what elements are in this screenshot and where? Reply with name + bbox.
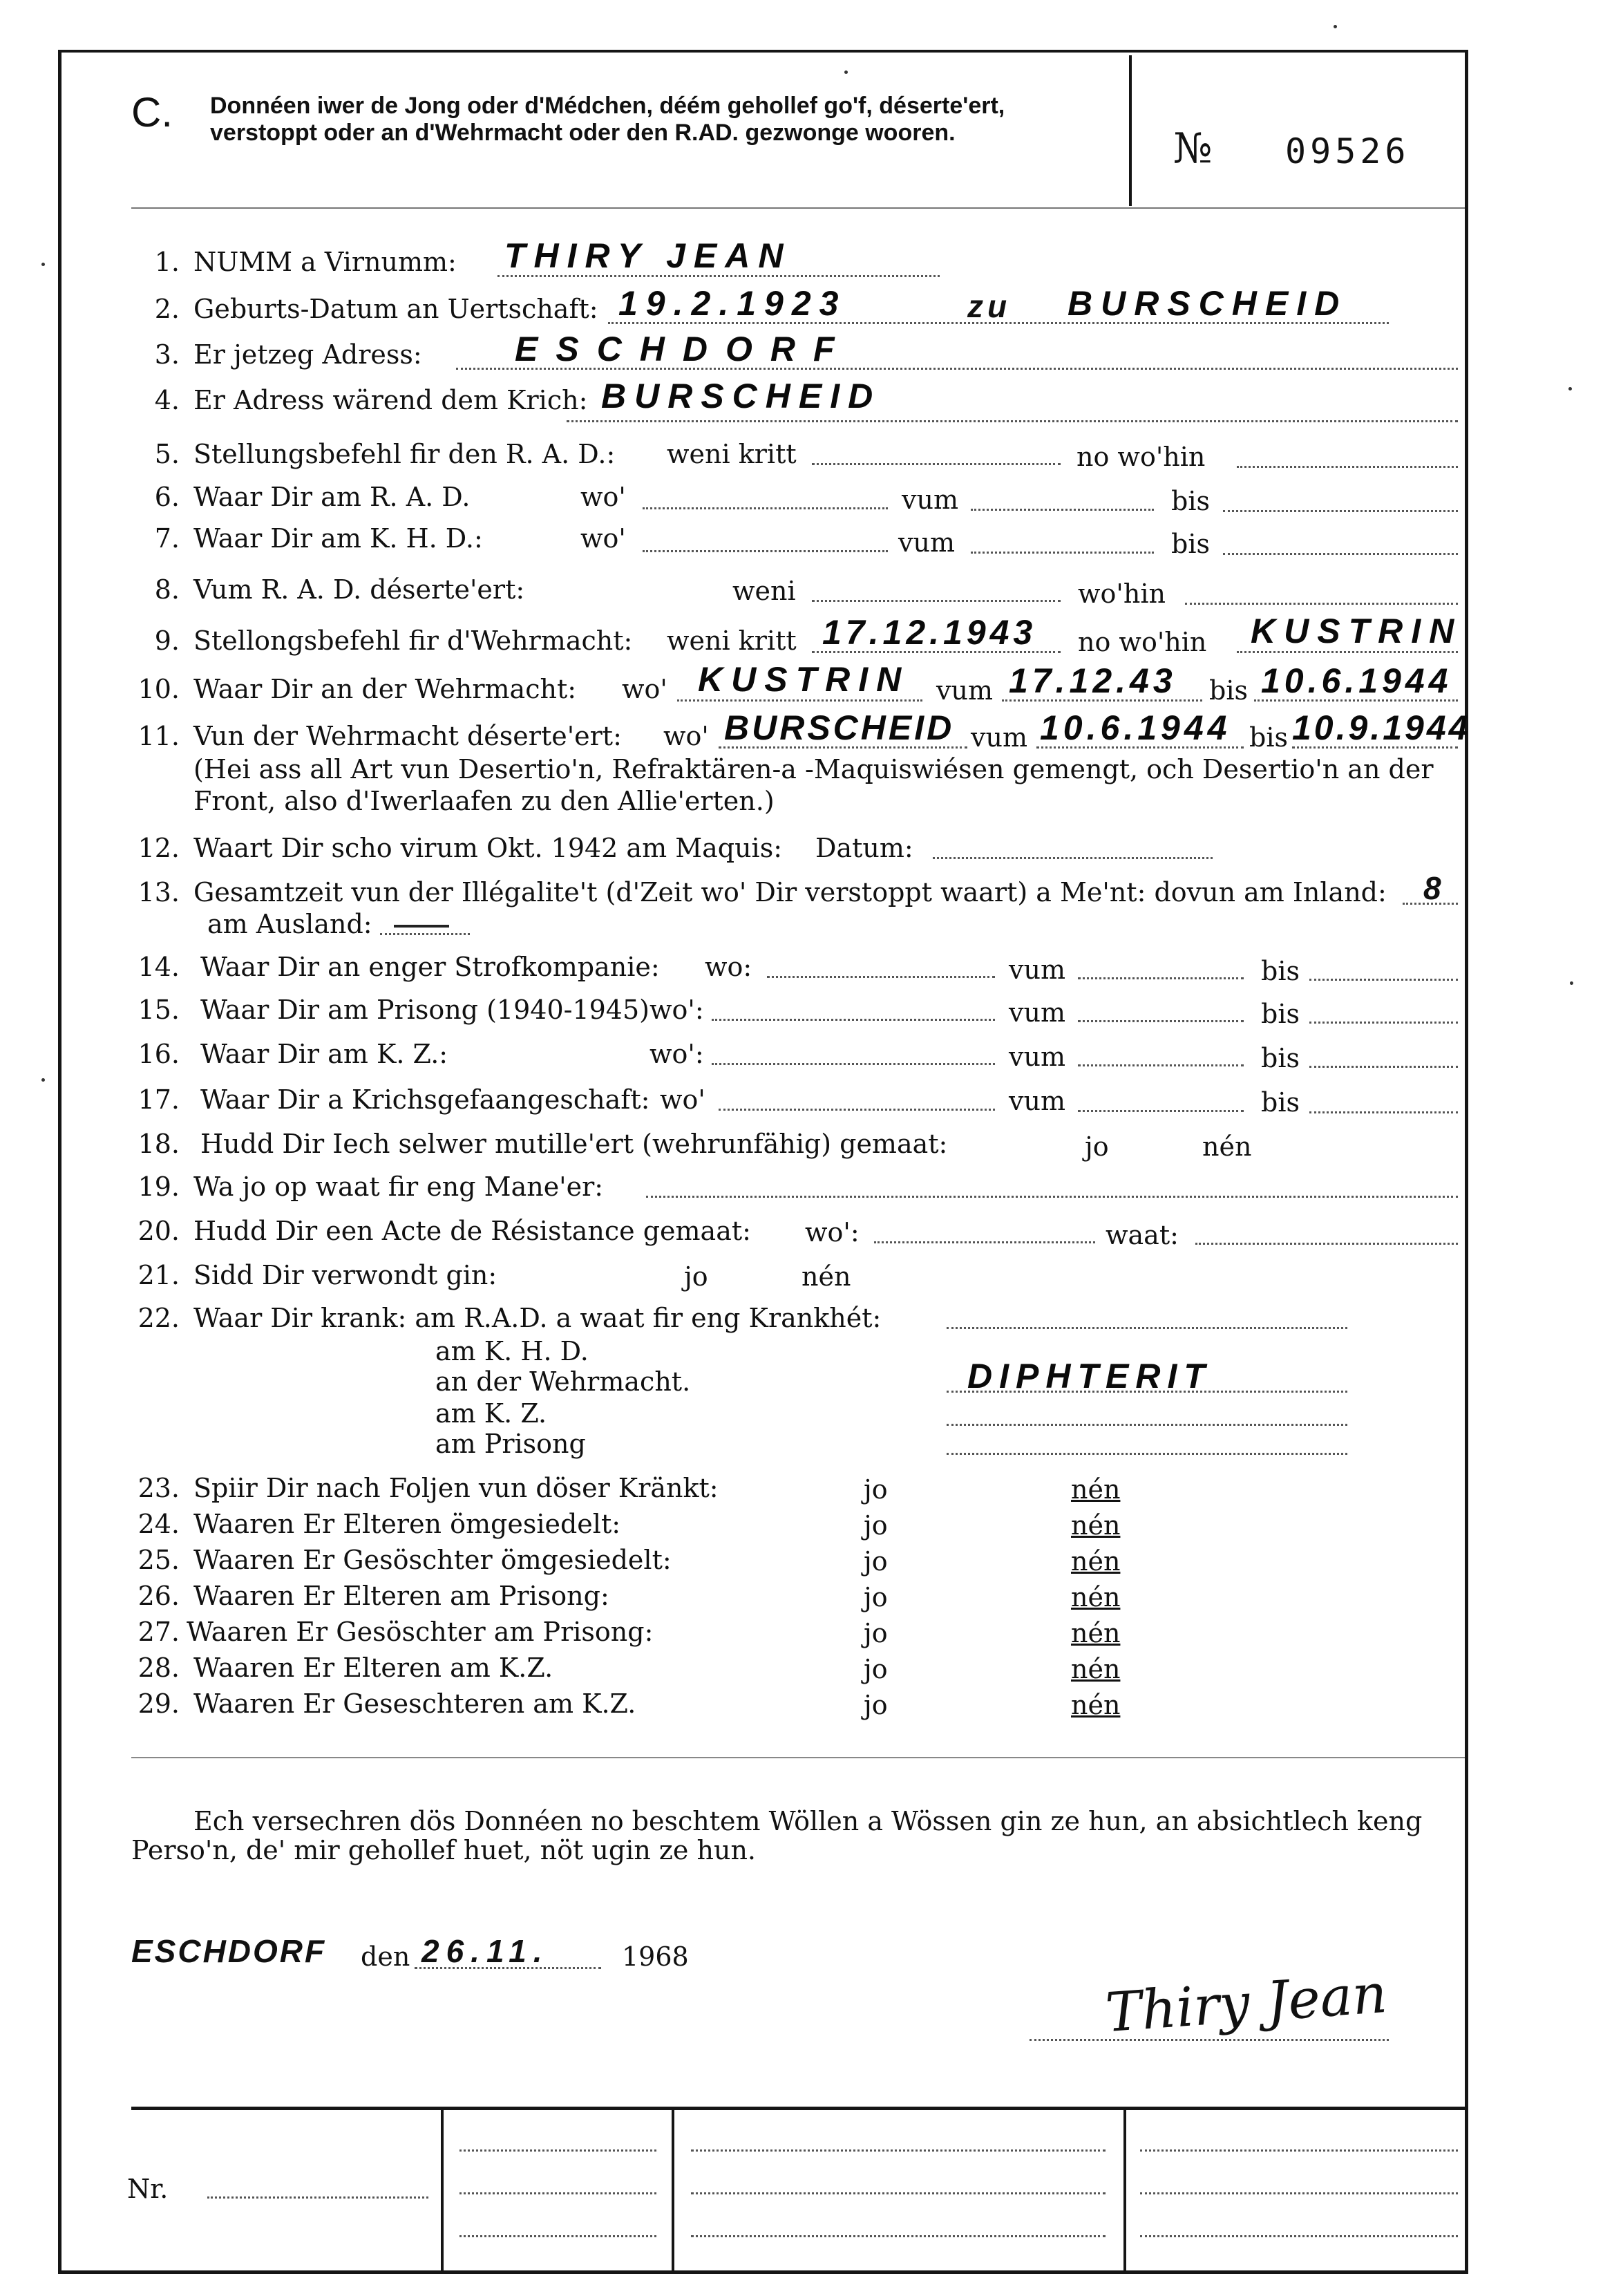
footer-divider-1 [441,2109,444,2273]
row-number: 24. [137,1509,180,1539]
rad-order-weni: weni kritt [667,439,797,469]
row-number: 21. [137,1260,180,1290]
desert-from-value: 10.6.1944 [1040,708,1231,747]
footer-cell-line [1140,2235,1458,2237]
strof-vum-line [1078,977,1244,979]
declaration-line-1: Ech versechren dös Donnéen no beschtem Wöllen a Wössen gin ze hun, an absichtlech keng [193,1806,1423,1836]
address-label: Er jetzeg Adress: [193,339,422,370]
siblings-resettled-jo: jo [864,1546,888,1577]
footer-divider-2 [672,2109,674,2273]
header-divider [1129,55,1132,206]
footer-nr-label: Nr. [127,2174,169,2204]
rad-vum: vum [902,484,958,515]
strof-bis: bis [1261,956,1300,986]
number-symbol: № [1173,124,1213,173]
siblings-resettled-nen: nén [1071,1546,1121,1577]
strof-bis-line [1309,979,1458,981]
parents-kz-nen: nén [1071,1654,1121,1684]
khd-bis-line [1223,553,1458,555]
khd-bis: bis [1171,529,1210,559]
wehrmacht-order-place-value: KUSTRIN [1251,612,1463,650]
footer-cell-line [691,2192,1106,2194]
mutilated-nen: nén [1202,1131,1252,1162]
sick-khd: am K. H. D. [435,1336,589,1366]
parents-prison-label: Waaren Er Elteren am Prisong: [193,1581,609,1611]
wehrmacht-order-label: Stellongsbefehl fir d'Wehrmacht: [193,625,633,656]
khd-label: Waar Dir am K. H. D.: [193,523,483,554]
war-address-value: BURSCHEID [601,377,882,415]
footer-nr-line [207,2196,428,2199]
siblings-resettled-label: Waaren Er Gesöschter ömgesiedelt: [193,1545,672,1575]
aftereffects-jo: jo [864,1474,888,1505]
rad-order-wohin-line [1237,466,1458,468]
footer-cell-line [459,2235,656,2237]
rad-order-weni-line [812,463,1061,465]
signature: Thiry Jean [1103,1962,1389,2045]
rad-desert-weni-line [812,600,1061,602]
footer-cell-line [691,2149,1106,2152]
row-number: 18. [137,1129,180,1159]
row-number: 19. [137,1171,180,1202]
header-rule [131,207,1465,209]
sick-kz: am K. Z. [435,1398,547,1429]
sick-rad-line [947,1327,1347,1329]
ausland-label: am Ausland: [207,909,372,939]
footer-divider-3 [1123,2109,1126,2273]
parents-kz-jo: jo [864,1654,888,1684]
khd-wo-line [643,550,888,552]
pow-bis: bis [1261,1087,1300,1118]
siblings-kz-nen: nén [1071,1690,1121,1720]
wehrmacht-wo-line [677,699,922,702]
rad-desert-wohin-line [1185,603,1458,605]
rad-order-wohin: no wo'hin [1076,442,1206,472]
name-value: THIRY JEAN [504,236,792,275]
desert-bis: bis [1249,722,1288,753]
frame-left [58,50,61,2274]
pow-wo-line [719,1109,995,1111]
wehrmacht-order-place-line [1237,651,1458,653]
row-number: 28. [137,1653,180,1683]
kz-vum-line [1078,1064,1244,1066]
footer-cell-line [1140,2149,1458,2152]
kz-label: Waar Dir am K. Z.: [200,1039,448,1069]
row-number: 26. [137,1581,180,1611]
row-number: 7. [154,523,180,554]
scan-speck [1334,25,1337,28]
row-number: 8. [154,574,180,605]
footer-top-rule [131,2107,1465,2110]
sick-prisong-line [947,1453,1347,1455]
wehrmacht-from-value: 17.12.43 [1009,661,1177,700]
footer-cell-line [459,2192,656,2194]
siblings-kz-jo: jo [864,1690,888,1720]
mutilated-jo: jo [1085,1131,1109,1162]
scan-speck [41,1078,45,1082]
rad-desert-weni: weni [732,576,796,606]
strof-wo: wo: [705,952,752,982]
rad-desert-wohin: wo'hin [1078,578,1166,609]
prisong-vum: vum [1009,997,1065,1028]
ausland-dash [394,925,449,928]
khd-wo: wo' [580,523,626,554]
desert-note-2: Front, also d'Iwerlaafen zu den Allie'erten.) [193,786,775,816]
row-number: 1. [154,247,180,277]
wehrmacht-wo: wo' [622,674,667,704]
name-label: NUMM a Virnumm: [193,247,457,277]
desert-vum: vum [971,722,1027,753]
row-number: 14. [137,952,180,982]
wehrmacht-order-wohin: no wo'hin [1078,627,1207,657]
khd-vum: vum [898,527,955,558]
strof-label: Waar Dir an enger Strofkompanie: [200,952,660,982]
form-number: 09526 [1285,131,1410,171]
rad-desert-label: Vum R. A. D. déserte'ert: [193,574,525,605]
row-number: 4. [154,385,180,415]
desert-wo: wo' [663,721,709,751]
pow-vum: vum [1009,1086,1065,1116]
address-value: ESCHDORF [515,330,853,368]
sick-kz-line [947,1424,1347,1426]
rad-order-label: Stellungsbefehl fir den R. A. D.: [193,439,616,469]
manner-line [646,1196,1458,1198]
sick-wehrmacht: an der Wehrmacht. [435,1366,691,1397]
row-number: 11. [137,721,180,751]
resistance-waat-line [1195,1243,1458,1245]
birth-zu-value: zu [967,288,1012,324]
kz-bis-line [1309,1066,1458,1068]
maquis-datum-line [933,857,1213,859]
wehrmacht-order-date-value: 17.12.1943 [822,613,1037,652]
row-number: 5. [154,439,180,469]
war-address-label: Er Adress wärend dem Krich: [193,385,588,415]
sick-prisong: am Prisong [435,1429,586,1459]
kz-wo: wo': [649,1039,704,1069]
aftereffects-label: Spiir Dir nach Foljen vun döser Kränkt: [193,1473,719,1503]
strof-vum: vum [1009,954,1065,985]
row-number: 23. [137,1473,180,1503]
resistance-wo-line [874,1241,1095,1243]
wounded-jo: jo [684,1261,708,1292]
wehrmacht-place-value: KUSTRIN [698,660,910,699]
row-number: 27. [137,1617,180,1647]
declaration-rule [131,1757,1465,1758]
siblings-kz-label: Waaren Er Geseschteren am K.Z. [193,1688,636,1719]
rad-label: Waar Dir am R. A. D. [193,482,471,512]
birth-date-value: 19.2.1923 [618,284,847,323]
resistance-waat: waat: [1106,1220,1179,1250]
row-number: 9. [154,625,180,656]
khd-vum-line [971,552,1154,554]
signoff-place: ESCHDORF [131,1933,327,1969]
parents-resettled-jo: jo [864,1510,888,1541]
row-number: 17. [137,1084,180,1115]
row-number: 22. [137,1303,180,1333]
maquis-label: Waart Dir scho virum Okt. 1942 am Maquis: [193,833,783,863]
kz-vum: vum [1009,1042,1065,1072]
prisong-bis: bis [1261,999,1300,1029]
row-number: 25. [137,1545,180,1575]
frame-right [1465,50,1468,2274]
row-number: 6. [154,482,180,512]
siblings-prison-nen: nén [1071,1618,1121,1648]
kz-bis: bis [1261,1043,1300,1073]
row-number: 20. [137,1216,180,1246]
declaration-line-2: Perso'n, de' mir gehollef huet, nöt ugin ze hun. [131,1835,757,1865]
rad-vum-line [971,509,1154,511]
signature-line [1030,2039,1389,2041]
frame-bottom [58,2270,1468,2274]
sick-wehrmacht-value: DIPHTERIT [967,1357,1212,1395]
wounded-nen: nén [802,1261,851,1292]
wehrmacht-to-value: 10.6.1944 [1261,661,1452,700]
wounded-label: Sidd Dir verwondt gin: [193,1260,497,1290]
birth-label: Geburts-Datum an Uertschaft: [193,294,598,324]
parents-kz-label: Waaren Er Elteren am K.Z. [193,1653,553,1683]
aftereffects-nen: nén [1071,1474,1121,1505]
row-number: 29. [137,1688,180,1719]
parents-resettled-label: Waaren Er Elteren ömgesiedelt: [193,1509,621,1539]
parents-resettled-nen: nén [1071,1510,1121,1541]
manner-label: Wa jo op waat fir eng Mane'er: [193,1171,604,1202]
row-number: 12. [137,833,180,863]
footer-cell-line [459,2149,656,2152]
header-title: Donnéen iwer de Jong oder d'Médchen, déém gehollef go'f, déserte'ert, verstoppt oder an d'Wehrmacht oder den R.AD. gezwonge wooren. [210,93,1005,147]
scan-speck [1570,981,1573,985]
desert-label: Vun der Wehrmacht déserte'ert: [193,721,622,751]
signoff-year: 1968 [622,1941,689,1972]
scan-speck [41,263,45,266]
wehrmacht-vum: vum [936,675,993,706]
prisong-label: Waar Dir am Prisong (1940-1945) [200,995,649,1025]
prisong-bis-line [1309,1022,1458,1024]
wehrmacht-label: Waar Dir an der Wehrmacht: [193,674,577,704]
pow-bis-line [1309,1111,1458,1113]
row-number: 3. [154,339,180,370]
row-number: 16. [137,1039,180,1069]
scan-speck [1568,387,1572,390]
illegality-label: Gesamtzeit vun der Illégalite't (d'Zeit wo' Dir verstoppt waart) a Me'nt: dovun am Inland: [193,877,1387,907]
resistance-label: Hudd Dir een Acte de Résistance gemaat: [193,1216,751,1246]
signoff-date: 26.11. [421,1933,549,1969]
sick-label: Waar Dir krank: am R.A.D. a waat fir eng Krankhét: [193,1303,882,1333]
resistance-wo: wo': [805,1217,860,1248]
siblings-prison-jo: jo [864,1618,888,1648]
row-number: 15. [137,995,180,1025]
inland-value: 8 [1423,870,1445,906]
frame-top [58,50,1468,53]
name-line [497,275,940,277]
siblings-prison-label: Waaren Er Gesöschter am Prisong: [187,1617,654,1647]
wehrmacht-bis: bis [1209,675,1248,706]
row-number: 10. [137,674,180,704]
wehrmacht-order-weni: weni kritt [667,625,797,656]
signoff-den: den [361,1941,410,1972]
war-address-line [567,420,1458,422]
desert-place-value: BURSCHEID [724,708,955,747]
section-letter: C. [131,89,173,135]
footer-cell-line [691,2235,1106,2237]
mutilated-label: Hudd Dir Iech selwer mutille'ert (wehrunfähig) gemaat: [200,1129,948,1159]
desert-to-value: 10.9.1944 [1292,708,1471,747]
kz-wo-line [712,1063,995,1065]
strof-wo-line [767,976,995,978]
rad-wo: wo' [580,482,626,512]
parents-prison-nen: nén [1071,1582,1121,1612]
birth-place-value: BURSCHEID [1068,284,1348,323]
row-number: 13. [137,877,180,907]
footer-cell-line [1140,2192,1458,2194]
prisong-wo-line [712,1019,995,1021]
pow-wo: wo' [660,1084,705,1115]
parents-prison-jo: jo [864,1582,888,1612]
rad-bis-line [1223,510,1458,512]
scan-speck [844,70,848,74]
rad-bis: bis [1171,486,1210,516]
prisong-wo: wo': [649,995,704,1025]
row-number: 2. [154,294,180,324]
rad-wo-line [643,507,888,509]
ausland-line [380,933,470,935]
pow-vum-line [1078,1110,1244,1112]
pow-label: Waar Dir a Krichsgefaangeschaft: [200,1084,650,1115]
desert-note-1: (Hei ass all Art vun Desertio'n, Refraktären-a -Maquiswiésen gemengt, och Desertio'n an der [193,754,1434,784]
maquis-datum: Datum: [815,833,913,863]
prisong-vum-line [1078,1020,1244,1022]
